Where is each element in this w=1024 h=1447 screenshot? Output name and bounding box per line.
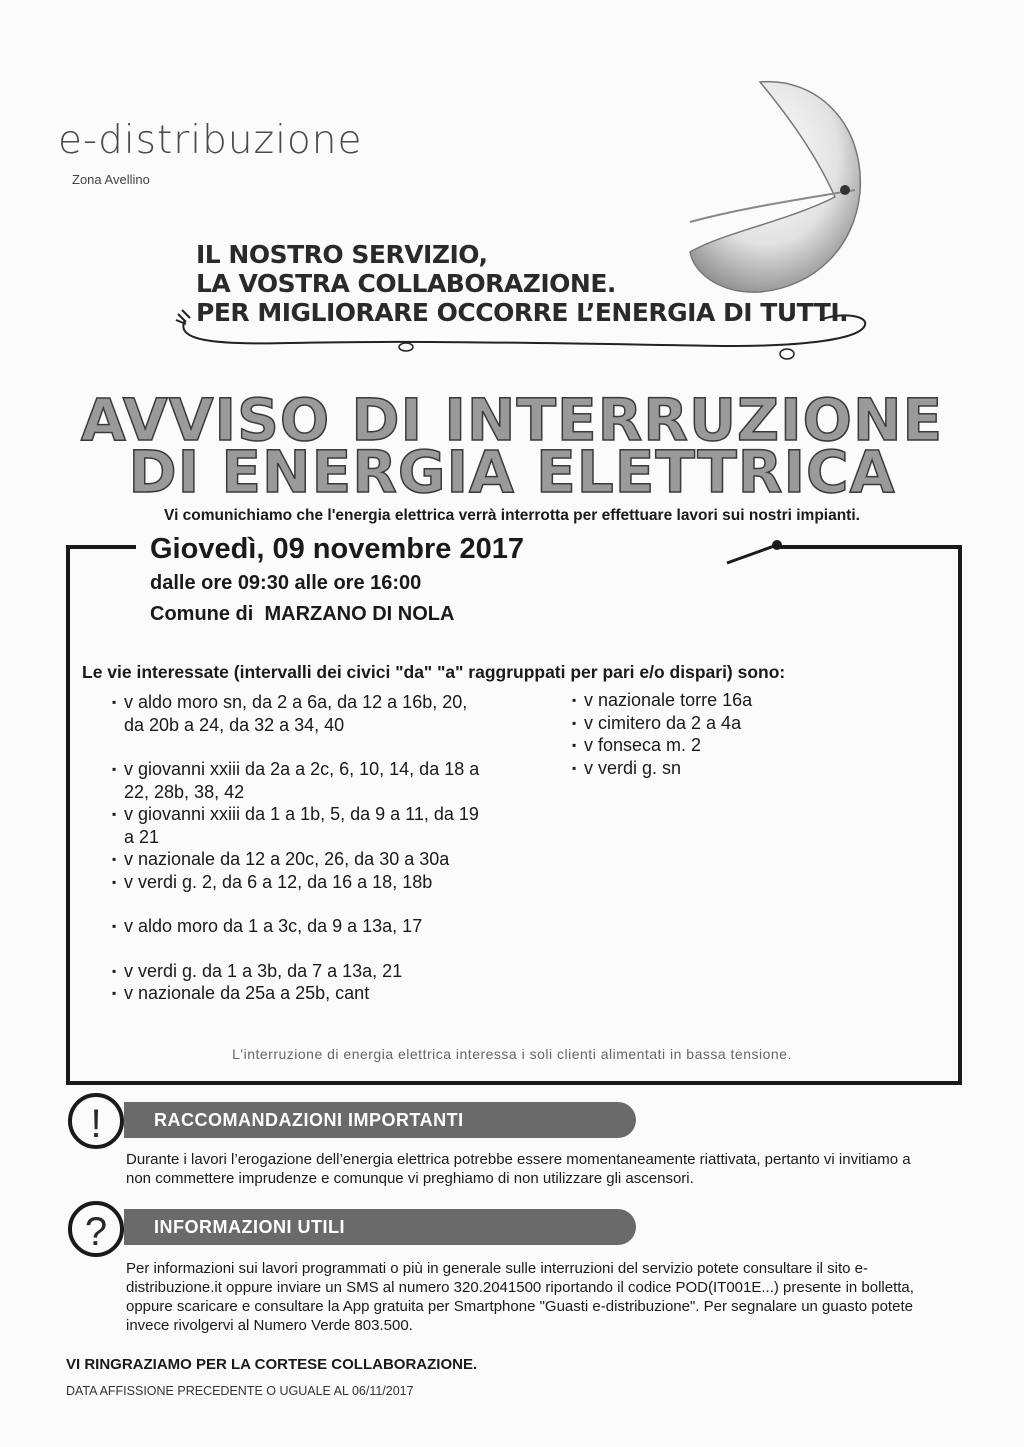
thanks-text: VI RINGRAZIAMO PER LA CORTESE COLLABORAZIONE. xyxy=(66,1356,478,1373)
streets-right-list xyxy=(572,689,872,779)
list-item: ▪ v nazionale torre 16a xyxy=(572,689,872,712)
slogan-line-1: IL NOSTRO SERVIZIO, xyxy=(196,240,488,269)
title-line-2: DI ENERGIA ELETTRICA xyxy=(128,438,896,506)
comune xyxy=(150,603,454,626)
company-logo: e-distribuzione xyxy=(58,118,363,163)
plug-icon xyxy=(170,300,870,380)
slogan-line-3: PER MIGLIORARE OCCORRE L’ENERGIA DI TUTTI. xyxy=(196,298,849,327)
recommendations-heading: RACCOMANDAZIONI IMPORTANTI xyxy=(124,1102,636,1138)
switch-lever-icon xyxy=(722,535,792,575)
notice-box-border xyxy=(66,545,136,549)
question-icon: ? xyxy=(68,1201,124,1257)
list-item: ▪ v verdi g. sn xyxy=(572,757,872,780)
streets-left-list xyxy=(112,691,492,1005)
interruption-hours: dalle ore 09:30 alle ore 16:00 xyxy=(150,572,422,594)
list-item: ▪ v verdi g. da 1 a 3b, da 7 a 13a, 21 xyxy=(112,960,492,983)
comune-name: MARZANO DI NOLA xyxy=(264,603,455,625)
notice-box-border xyxy=(780,545,958,549)
list-item: ▪ v aldo moro da 1 a 3c, da 9 a 13a, 17 xyxy=(112,915,492,938)
list-item: ▪ v fonseca m. 2 xyxy=(572,734,872,757)
warning-icon: ! xyxy=(68,1093,124,1149)
list-item: ▪ v giovanni xxiii da 2a a 2c, 6, 10, 14, da 18 a 22, 28b, 38, 42 xyxy=(112,758,492,803)
comune-label: Comune di xyxy=(150,603,254,625)
affix-date: DATA AFFISSIONE PRECEDENTE O UGUALE AL 06/11/2017 xyxy=(66,1384,414,1398)
list-item: ▪ v verdi g. 2, da 6 a 12, da 16 a 18, 18b xyxy=(112,871,492,894)
recommendations-text: Durante i lavori l’erogazione dell’energia elettrica potrebbe essere momentaneamente riattivata, pertanto vi invitiamo a non commettere imprudenze e comunque vi preghiamo di non utilizzare gli ascensori. xyxy=(126,1151,911,1187)
zone-label: Zona Avellino xyxy=(72,172,150,187)
streets-heading: Le vie interessate (intervalli dei civici "da" "a" raggruppati per pari e/o dispari) sono: xyxy=(82,662,786,682)
intro-text: Vi comunichiamo che l'energia elettrica verrà interrotta per effettuare lavori sui nostri impianti. xyxy=(164,507,860,524)
list-item: ▪ v nazionale da 25a a 25b, cant xyxy=(112,982,492,1005)
low-voltage-note: L'interruzione di energia elettrica interessa i soli clienti alimentati in bassa tensione. xyxy=(232,1046,792,1062)
list-item: ▪ v giovanni xxiii da 1 a 1b, 5, da 9 a 11, da 19 a 21 xyxy=(112,803,492,848)
info-text: Per informazioni sui lavori programmati o più in generale sulle interruzioni del servizio potete consultare il sito e-distribuzione.it oppure inviare un SMS al numero 320.2041500 riportando il codice POD(IT001E...) presente in bolletta, oppure scaricare e consultare la App gratuita per Smartphone "Guasti e-distribuzione". Per segnalare un guasto potete invece rivolgervi al Numero Verde 803.500. xyxy=(126,1260,914,1334)
list-item: ▪ v aldo moro sn, da 2 a 6a, da 12 a 16b, 20, da 20b a 24, da 32 a 34, 40 xyxy=(112,691,492,736)
list-item: ▪ v nazionale da 12 a 20c, 26, da 30 a 30a xyxy=(112,848,492,871)
list-item: ▪ v cimitero da 2 a 4a xyxy=(572,712,872,735)
title-line-1: AVVISO DI INTERRUZIONE xyxy=(80,386,944,454)
info-heading: INFORMAZIONI UTILI xyxy=(124,1209,636,1245)
slogan-line-2: LA VOSTRA COLLABORAZIONE. xyxy=(196,269,616,298)
interruption-date: Giovedì, 09 novembre 2017 xyxy=(150,533,524,565)
